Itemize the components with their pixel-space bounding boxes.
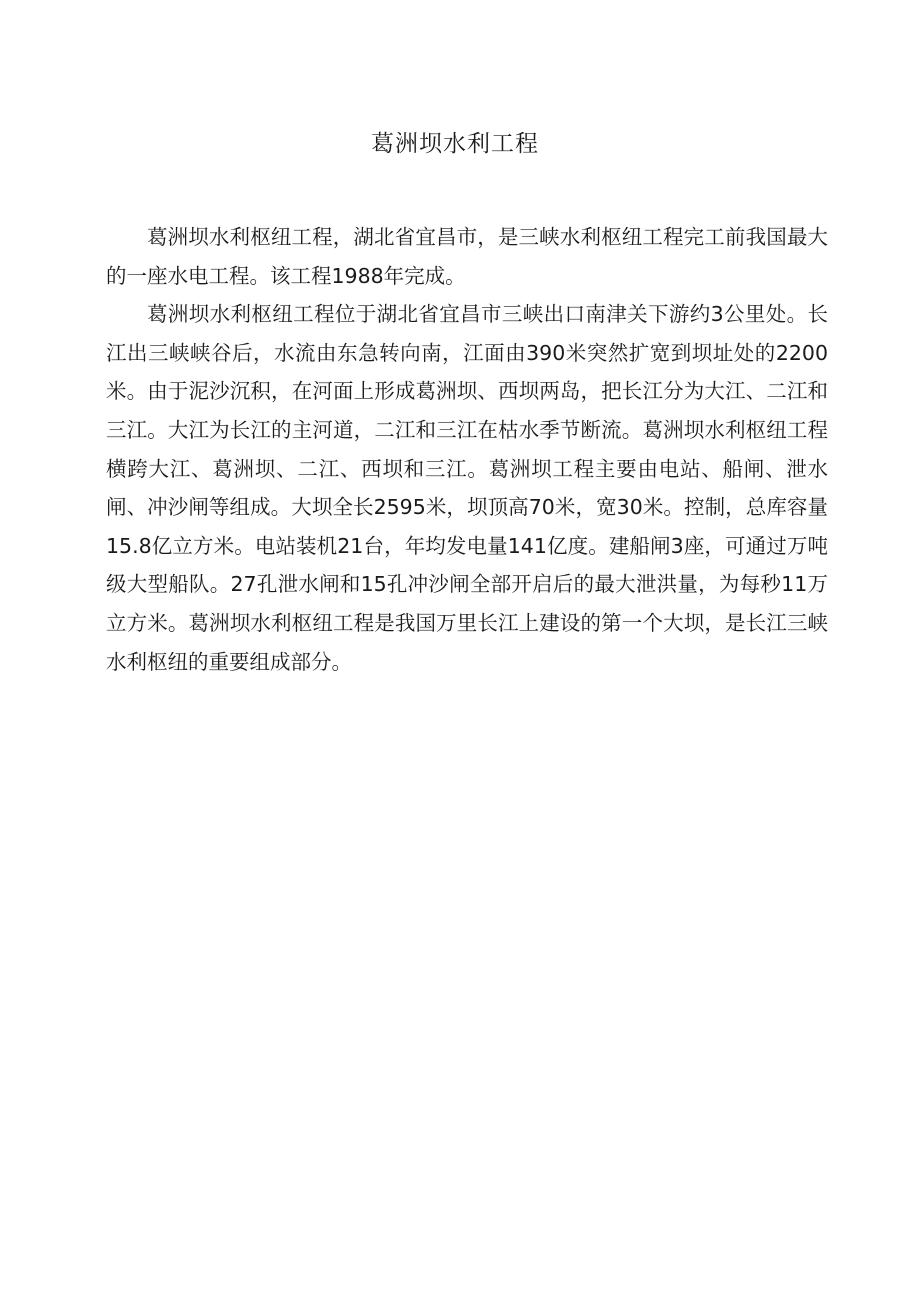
paragraph-intro: 葛洲坝水利枢纽工程，湖北省宜昌市，是三峡水利枢纽工程完工前我国最大的一座水电工程。该工程1988年完成。 (106, 225, 828, 288)
document-body (106, 218, 828, 681)
document-title: 葛洲坝水利工程 (371, 131, 539, 157)
paragraph-details: 葛洲坝水利枢纽工程位于湖北省宜昌市三峡出口南津关下游约3公里处。长江出三峡峡谷后，水流由东急转向南，江面由390米突然扩宽到坝址处的2200米。由于泥沙沉积，在河面上形成葛洲坝、西坝两岛，把长江分为大江、二江和三江。大江为长江的主河道，二江和三江在枯水季节断流。葛洲坝水利枢纽工程横跨大江、葛洲坝、二江、西坝和三江。葛洲坝工程主要由电站、船闸、泄水闸、冲沙闸等组成。大坝全长2595米，坝顶高70米，宽30米。控制，总库容量15.8亿立方米。电站装机21台，年均发电量141亿度。建船闸3座，可通过万吨级大型船队。27孔泄水闸和15孔冲沙闸全部开启后的最大泄洪量，为每秒11万立方米。葛洲坝水利枢纽工程是我国万里长江上建设的第一个大坝，是长江三峡水利枢纽的重要组成部分。 (106, 302, 828, 674)
